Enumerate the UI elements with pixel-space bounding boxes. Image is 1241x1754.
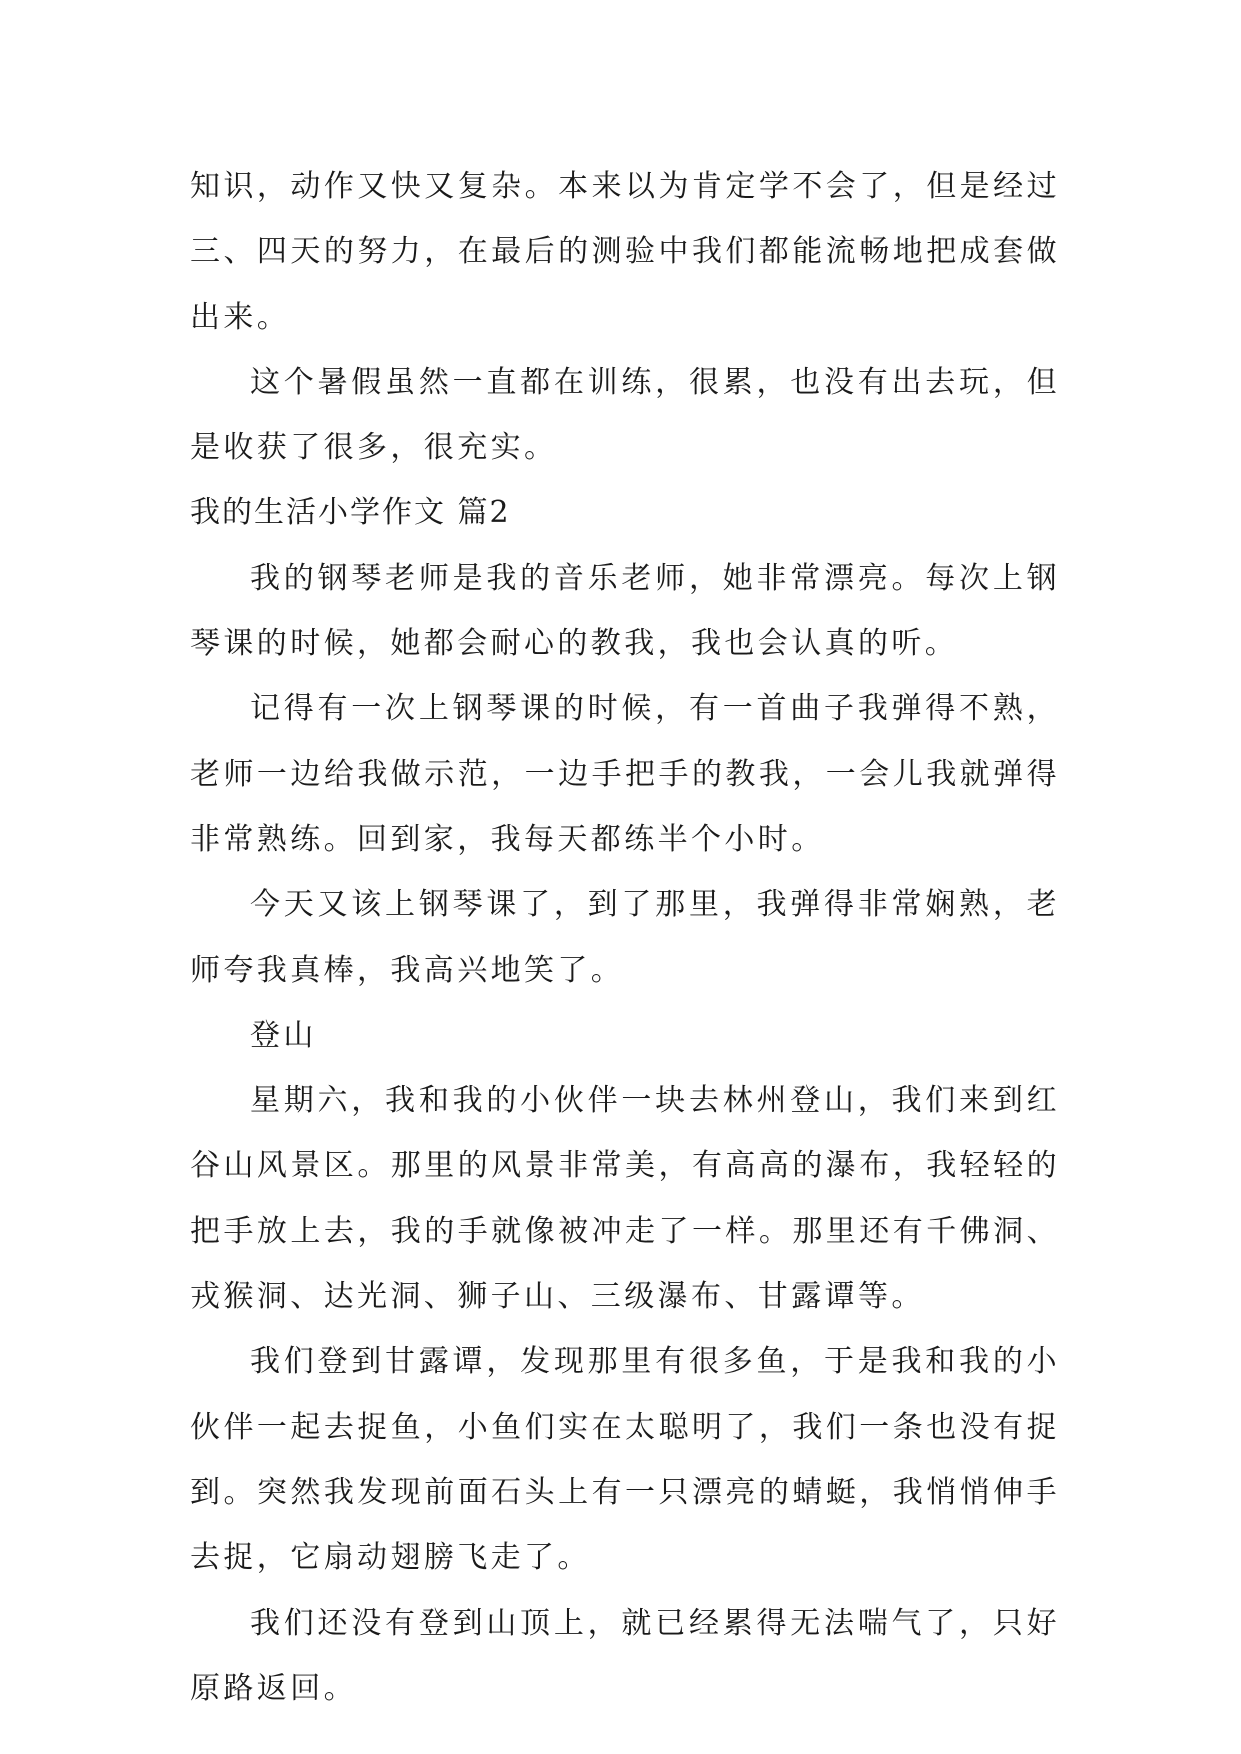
paragraph-6: 星期六，我和我的小伙伴一块去林州登山，我们来到红谷山风景区。那里的风景非常美，有高高的瀑布，我轻轻的把手放上去，我的手就像被冲走了一样。那里还有千佛洞、戎猴洞、达光洞、狮子山、三级瀑布、甘露谭等。 [190,1083,1060,1315]
section-heading: 我的生活小学作文 篇2 [190,495,511,531]
document-body [190,154,1060,1721]
subtitle-climbing: 登山 [250,1017,317,1053]
paragraph-8: 我们还没有登到山顶上，就已经累得无法喘气了，只好原路返回。 [190,1605,1060,1706]
paragraph-3: 我的钢琴老师是我的音乐老师，她非常漂亮。每次上钢琴课的时候，她都会耐心的教我，我也会认真的听。 [190,560,1060,662]
paragraph-2: 这个暑假虽然一直都在训练，很累，也没有出去玩，但是收获了很多，很充实。 [190,364,1060,466]
paragraph-5: 今天又该上钢琴课了，到了那里，我弹得非常娴熟，老师夸我真棒，我高兴地笑了。 [190,887,1060,988]
paragraph-7: 我们登到甘露谭，发现那里有很多鱼，于是我和我的小伙伴一起去捉鱼，小鱼们实在太聪明了，我们一条也没有捉到。突然我发现前面石头上有一只漂亮的蜻蜓，我悄悄伸手去捉，它扇动翅膀飞走了。 [190,1344,1060,1576]
paragraph-4: 记得有一次上钢琴课的时候，有一首曲子我弹得不熟，老师一边给我做示范，一边手把手的教我，一会儿我就弹得非常熟练。回到家，我每天都练半个小时。 [190,691,1060,857]
paragraph-1: 知识，动作又快又复杂。本来以为肯定学不会了，但是经过三、四天的努力，在最后的测验中我们都能流畅地把成套做出来。 [190,169,1060,335]
